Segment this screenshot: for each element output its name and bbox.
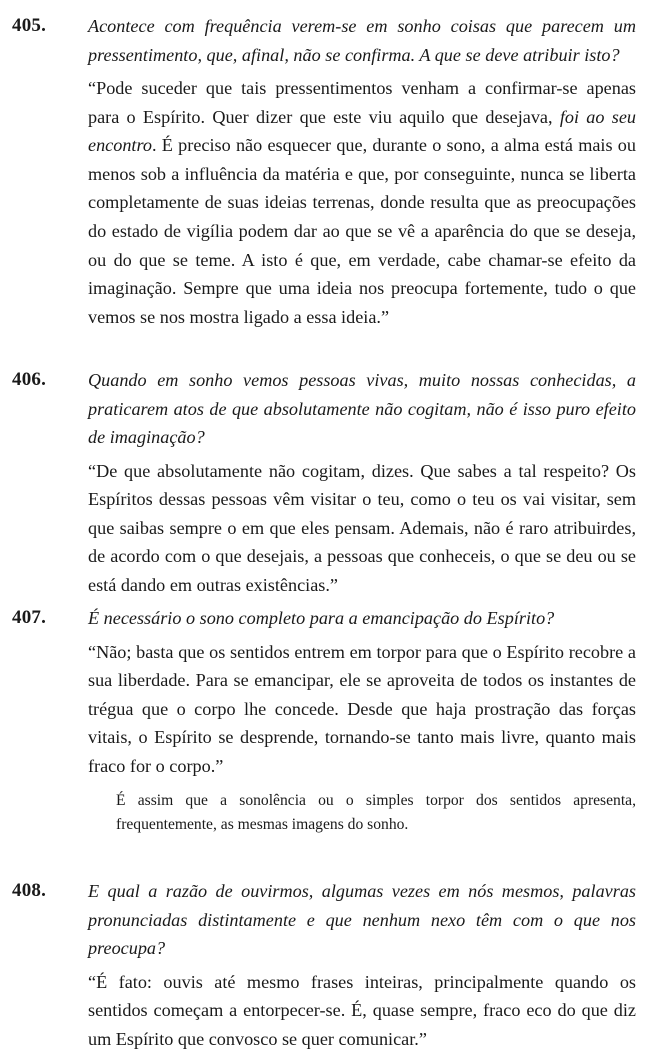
answer-text: “De que absolutamente não cogitam, dizes. Que sabes a tal respeito? Os Espíritos dessas pessoas vêm visitar o teu, como o teu os vai visitar, sem que saibas sempre o em que eles pensam. Ademais, não é raro atribuirdes, de acordo com o que desejais, a pessoas que conheceis, o que se deu ou se está dando em outras existências.” <box>88 457 636 600</box>
answer-text <box>88 74 636 331</box>
entry-body <box>88 12 636 331</box>
question-number: 405. <box>12 12 46 40</box>
question-text: E qual a razão de ouvirmos, algumas vezes em nós mesmos, palavras pronunciadas distintamente e que nenhum nexo têm com o que nos preocupa? <box>88 877 636 963</box>
question-number: 406. <box>12 366 46 394</box>
entry-body <box>88 604 636 837</box>
entry-body <box>88 366 636 599</box>
question-text: É necessário o sono completo para a emancipação do Espírito? <box>88 604 636 633</box>
question-text: Quando em sonho vemos pessoas vivas, muito nossas conhecidas, a praticarem atos de que absolutamente não cogitam, não é isso puro efeito de imaginação? <box>88 366 636 452</box>
answer-text: “É fato: ouvis até mesmo frases inteiras, principalmente quando os sentidos começam a entorpecer-se. É, quase sempre, fraco eco do que diz um Espírito que convosco se quer comunicar.” <box>88 968 636 1053</box>
answer-text: “Não; basta que os sentidos entrem em torpor para que o Espírito recobre a sua liberdade. Para se emancipar, ele se aproveita de todos os instantes de trégua que o corpo lhe concede. Desde que haja prostração das forças vitais, o Espírito se desprende, tornando-se tanto mais livre, quanto mais fraco for o corpo.” <box>88 638 636 781</box>
answer-text-part: “Pode suceder que tais pressentimentos venham a confirmar-se apenas para o Espírito. Quer dizer que este viu aquilo que desejava, <box>88 78 636 127</box>
commentary-note: É assim que a sonolência ou o simples torpor dos sentidos apresenta, frequentemente, as mesmas imagens do sonho. <box>116 789 636 837</box>
question-text: Acontece com frequência verem-se em sonho coisas que parecem um pressentimento, que, afinal, não se confirma. A que se deve atribuir isto? <box>88 12 636 69</box>
entry-body <box>88 877 636 1053</box>
answer-text-part: . É preciso não esquecer que, durante o sono, a alma está mais ou menos sob a influência da matéria e que, por conseguinte, nunca se liberta completamente de suas ideias terrenas, donde resulta que as preocupações do estado de vigília podem dar ao que se vê a aparência do que se deseja, ou do que se teme. A isto é que, em verdade, cabe chamar-se efeito da imaginação. Sempre que uma ideia nos preocupa fortemente, tudo o que vemos se nos mostra ligado a essa ideia.” <box>88 135 636 327</box>
question-number: 407. <box>12 604 46 632</box>
question-number: 408. <box>12 877 46 905</box>
answer-emphasis: foi ao seu encontro <box>88 107 636 156</box>
